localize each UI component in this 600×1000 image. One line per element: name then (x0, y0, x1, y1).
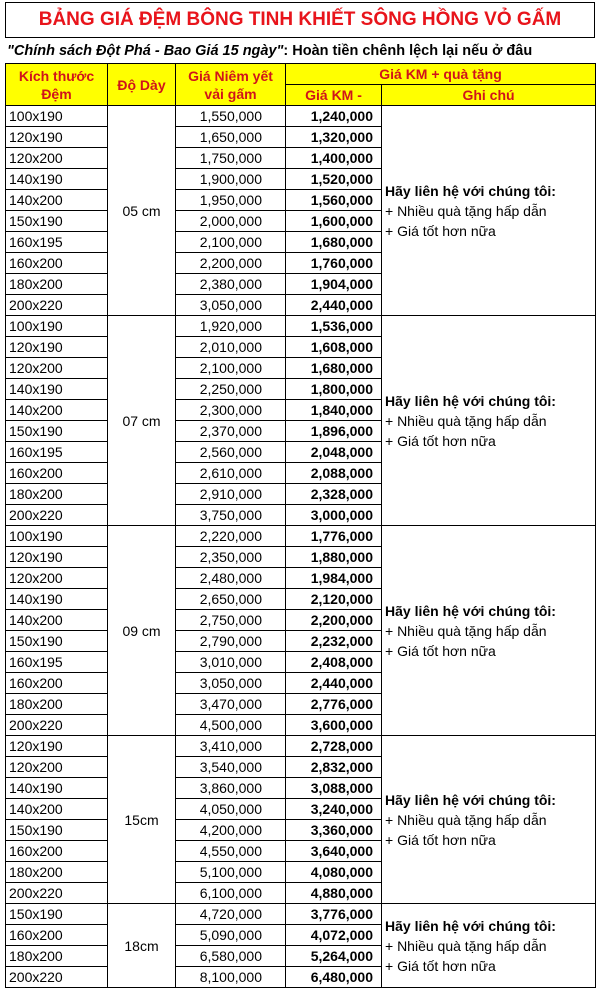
cell-list-price: 2,000,000 (176, 211, 286, 232)
cell-promo-price: 1,320,000 (286, 127, 382, 148)
cell-size: 120x190 (6, 337, 108, 358)
cell-size: 200x220 (6, 505, 108, 526)
cell-note (382, 526, 596, 736)
cell-list-price: 2,790,000 (176, 631, 286, 652)
cell-thickness: 18cm (108, 904, 176, 988)
policy-rest: : Hoàn tiền chênh lệch lại nếu ở đâu (283, 43, 533, 59)
cell-size: 200x220 (6, 715, 108, 736)
cell-promo-price: 2,776,000 (286, 694, 382, 715)
cell-size: 150x190 (6, 211, 108, 232)
note-line-gifts: + Nhiều quà tặng hấp dẫn (385, 412, 547, 429)
cell-list-price: 2,480,000 (176, 568, 286, 589)
header-promo-price: Giá KM - (286, 85, 382, 106)
cell-list-price: 5,100,000 (176, 862, 286, 883)
cell-size: 160x195 (6, 232, 108, 253)
cell-size: 120x190 (6, 127, 108, 148)
cell-list-price: 4,550,000 (176, 841, 286, 862)
note-heading: Hãy liên hệ với chúng tôi: (385, 791, 556, 808)
cell-promo-price: 2,120,000 (286, 589, 382, 610)
cell-size: 120x200 (6, 757, 108, 778)
cell-list-price: 2,650,000 (176, 589, 286, 610)
table-row (6, 526, 596, 547)
cell-list-price: 4,720,000 (176, 904, 286, 925)
cell-promo-price: 3,360,000 (286, 820, 382, 841)
cell-size: 180x200 (6, 862, 108, 883)
cell-promo-price: 4,080,000 (286, 862, 382, 883)
cell-size: 160x200 (6, 463, 108, 484)
cell-list-price: 2,350,000 (176, 547, 286, 568)
cell-thickness: 07 cm (108, 316, 176, 526)
cell-promo-price: 1,880,000 (286, 547, 382, 568)
header-note: Ghi chú (382, 85, 596, 106)
cell-promo-price: 1,400,000 (286, 148, 382, 169)
cell-size: 160x200 (6, 841, 108, 862)
cell-note (382, 106, 596, 316)
price-table (5, 63, 596, 988)
cell-list-price: 2,100,000 (176, 232, 286, 253)
cell-promo-price: 2,088,000 (286, 463, 382, 484)
cell-list-price: 3,470,000 (176, 694, 286, 715)
note-heading: Hãy liên hệ với chúng tôi: (385, 392, 556, 409)
cell-list-price: 2,010,000 (176, 337, 286, 358)
note-line-gifts: + Nhiều quà tặng hấp dẫn (385, 937, 547, 954)
cell-list-price: 1,900,000 (176, 169, 286, 190)
cell-promo-price: 1,536,000 (286, 316, 382, 337)
cell-promo-price: 1,840,000 (286, 400, 382, 421)
cell-size: 160x195 (6, 442, 108, 463)
note-line-gifts: + Nhiều quà tặng hấp dẫn (385, 811, 547, 828)
cell-size: 150x190 (6, 820, 108, 841)
cell-size: 120x200 (6, 568, 108, 589)
cell-list-price: 3,050,000 (176, 295, 286, 316)
cell-thickness: 05 cm (108, 106, 176, 316)
cell-list-price: 2,560,000 (176, 442, 286, 463)
cell-promo-price: 2,232,000 (286, 631, 382, 652)
cell-list-price: 8,100,000 (176, 967, 286, 988)
cell-promo-price: 1,680,000 (286, 232, 382, 253)
cell-list-price: 2,300,000 (176, 400, 286, 421)
cell-note (382, 316, 596, 526)
cell-size: 120x190 (6, 736, 108, 757)
cell-list-price: 4,500,000 (176, 715, 286, 736)
note-line-price: + Giá tốt hơn nữa (385, 642, 496, 659)
header-thickness: Độ Dày (108, 64, 176, 106)
cell-list-price: 3,410,000 (176, 736, 286, 757)
cell-size: 180x200 (6, 694, 108, 715)
note-line-price: + Giá tốt hơn nữa (385, 957, 496, 974)
cell-list-price: 6,580,000 (176, 946, 286, 967)
cell-size: 140x200 (6, 400, 108, 421)
cell-size: 100x190 (6, 316, 108, 337)
cell-list-price: 3,860,000 (176, 778, 286, 799)
cell-promo-price: 2,048,000 (286, 442, 382, 463)
cell-size: 180x200 (6, 484, 108, 505)
table-row (6, 106, 596, 127)
table-row (6, 316, 596, 337)
cell-size: 160x195 (6, 652, 108, 673)
table-row (6, 904, 596, 925)
policy-quoted: "Chính sách Đột Phá - Bao Giá 15 ngày" (7, 43, 284, 59)
cell-note (382, 736, 596, 904)
policy-banner (7, 40, 597, 62)
cell-size: 140x190 (6, 778, 108, 799)
cell-promo-price: 2,440,000 (286, 295, 382, 316)
cell-size: 200x220 (6, 295, 108, 316)
cell-list-price: 2,750,000 (176, 610, 286, 631)
cell-thickness: 15cm (108, 736, 176, 904)
cell-promo-price: 4,072,000 (286, 925, 382, 946)
note-line-gifts: + Nhiều quà tặng hấp dẫn (385, 202, 547, 219)
cell-list-price: 4,200,000 (176, 820, 286, 841)
cell-size: 160x200 (6, 925, 108, 946)
cell-size: 140x200 (6, 610, 108, 631)
cell-list-price: 2,100,000 (176, 358, 286, 379)
cell-size: 160x200 (6, 673, 108, 694)
cell-list-price: 1,920,000 (176, 316, 286, 337)
cell-size: 100x190 (6, 106, 108, 127)
cell-promo-price: 1,896,000 (286, 421, 382, 442)
header-size: Kích thước Đệm (6, 64, 108, 106)
cell-size: 100x190 (6, 526, 108, 547)
header-promo-group: Giá KM + quà tặng (286, 64, 596, 85)
cell-list-price: 4,050,000 (176, 799, 286, 820)
cell-list-price: 2,250,000 (176, 379, 286, 400)
cell-size: 140x190 (6, 379, 108, 400)
cell-promo-price: 3,776,000 (286, 904, 382, 925)
cell-promo-price: 1,240,000 (286, 106, 382, 127)
cell-size: 150x190 (6, 904, 108, 925)
note-line-price: + Giá tốt hơn nữa (385, 222, 496, 239)
cell-promo-price: 2,408,000 (286, 652, 382, 673)
header-list-price: Giá Niêm yết vải gấm (176, 64, 286, 106)
cell-list-price: 2,380,000 (176, 274, 286, 295)
cell-list-price: 2,200,000 (176, 253, 286, 274)
cell-promo-price: 1,520,000 (286, 169, 382, 190)
cell-promo-price: 1,560,000 (286, 190, 382, 211)
note-heading: Hãy liên hệ với chúng tôi: (385, 182, 556, 199)
cell-size: 140x200 (6, 190, 108, 211)
cell-list-price: 3,540,000 (176, 757, 286, 778)
cell-promo-price: 3,088,000 (286, 778, 382, 799)
cell-list-price: 2,220,000 (176, 526, 286, 547)
cell-list-price: 3,050,000 (176, 673, 286, 694)
cell-promo-price: 2,200,000 (286, 610, 382, 631)
cell-list-price: 2,910,000 (176, 484, 286, 505)
cell-size: 150x190 (6, 421, 108, 442)
cell-promo-price: 3,640,000 (286, 841, 382, 862)
cell-size: 120x200 (6, 148, 108, 169)
cell-size: 150x190 (6, 631, 108, 652)
cell-promo-price: 1,984,000 (286, 568, 382, 589)
page-title: BẢNG GIÁ ĐỆM BÔNG TINH KHIẾT SÔNG HỒNG VỎ GẤM (5, 2, 595, 38)
cell-list-price: 2,370,000 (176, 421, 286, 442)
cell-promo-price: 5,264,000 (286, 946, 382, 967)
cell-list-price: 1,750,000 (176, 148, 286, 169)
cell-promo-price: 1,776,000 (286, 526, 382, 547)
cell-size: 180x200 (6, 274, 108, 295)
cell-size: 200x220 (6, 883, 108, 904)
cell-size: 140x190 (6, 589, 108, 610)
note-line-price: + Giá tốt hơn nữa (385, 432, 496, 449)
cell-promo-price: 1,904,000 (286, 274, 382, 295)
cell-promo-price: 1,600,000 (286, 211, 382, 232)
cell-list-price: 5,090,000 (176, 925, 286, 946)
cell-promo-price: 2,440,000 (286, 673, 382, 694)
note-heading: Hãy liên hệ với chúng tôi: (385, 602, 556, 619)
cell-size: 120x190 (6, 547, 108, 568)
cell-size: 200x220 (6, 967, 108, 988)
note-heading: Hãy liên hệ với chúng tôi: (385, 917, 556, 934)
cell-list-price: 1,650,000 (176, 127, 286, 148)
cell-promo-price: 2,328,000 (286, 484, 382, 505)
cell-promo-price: 2,728,000 (286, 736, 382, 757)
cell-promo-price: 3,000,000 (286, 505, 382, 526)
cell-promo-price: 4,880,000 (286, 883, 382, 904)
cell-size: 120x200 (6, 358, 108, 379)
cell-note (382, 904, 596, 988)
note-line-price: + Giá tốt hơn nữa (385, 831, 496, 848)
cell-promo-price: 1,800,000 (286, 379, 382, 400)
price-table-body (6, 106, 596, 988)
cell-promo-price: 1,760,000 (286, 253, 382, 274)
cell-promo-price: 1,680,000 (286, 358, 382, 379)
cell-promo-price: 6,480,000 (286, 967, 382, 988)
cell-list-price: 1,550,000 (176, 106, 286, 127)
cell-size: 140x200 (6, 799, 108, 820)
cell-list-price: 2,610,000 (176, 463, 286, 484)
cell-list-price: 1,950,000 (176, 190, 286, 211)
cell-promo-price: 3,600,000 (286, 715, 382, 736)
table-row (6, 736, 596, 757)
cell-promo-price: 3,240,000 (286, 799, 382, 820)
cell-size: 180x200 (6, 946, 108, 967)
cell-list-price: 3,750,000 (176, 505, 286, 526)
cell-list-price: 3,010,000 (176, 652, 286, 673)
cell-thickness: 09 cm (108, 526, 176, 736)
cell-promo-price: 1,608,000 (286, 337, 382, 358)
cell-list-price: 6,100,000 (176, 883, 286, 904)
cell-promo-price: 2,832,000 (286, 757, 382, 778)
note-line-gifts: + Nhiều quà tặng hấp dẫn (385, 622, 547, 639)
cell-size: 160x200 (6, 253, 108, 274)
cell-size: 140x190 (6, 169, 108, 190)
